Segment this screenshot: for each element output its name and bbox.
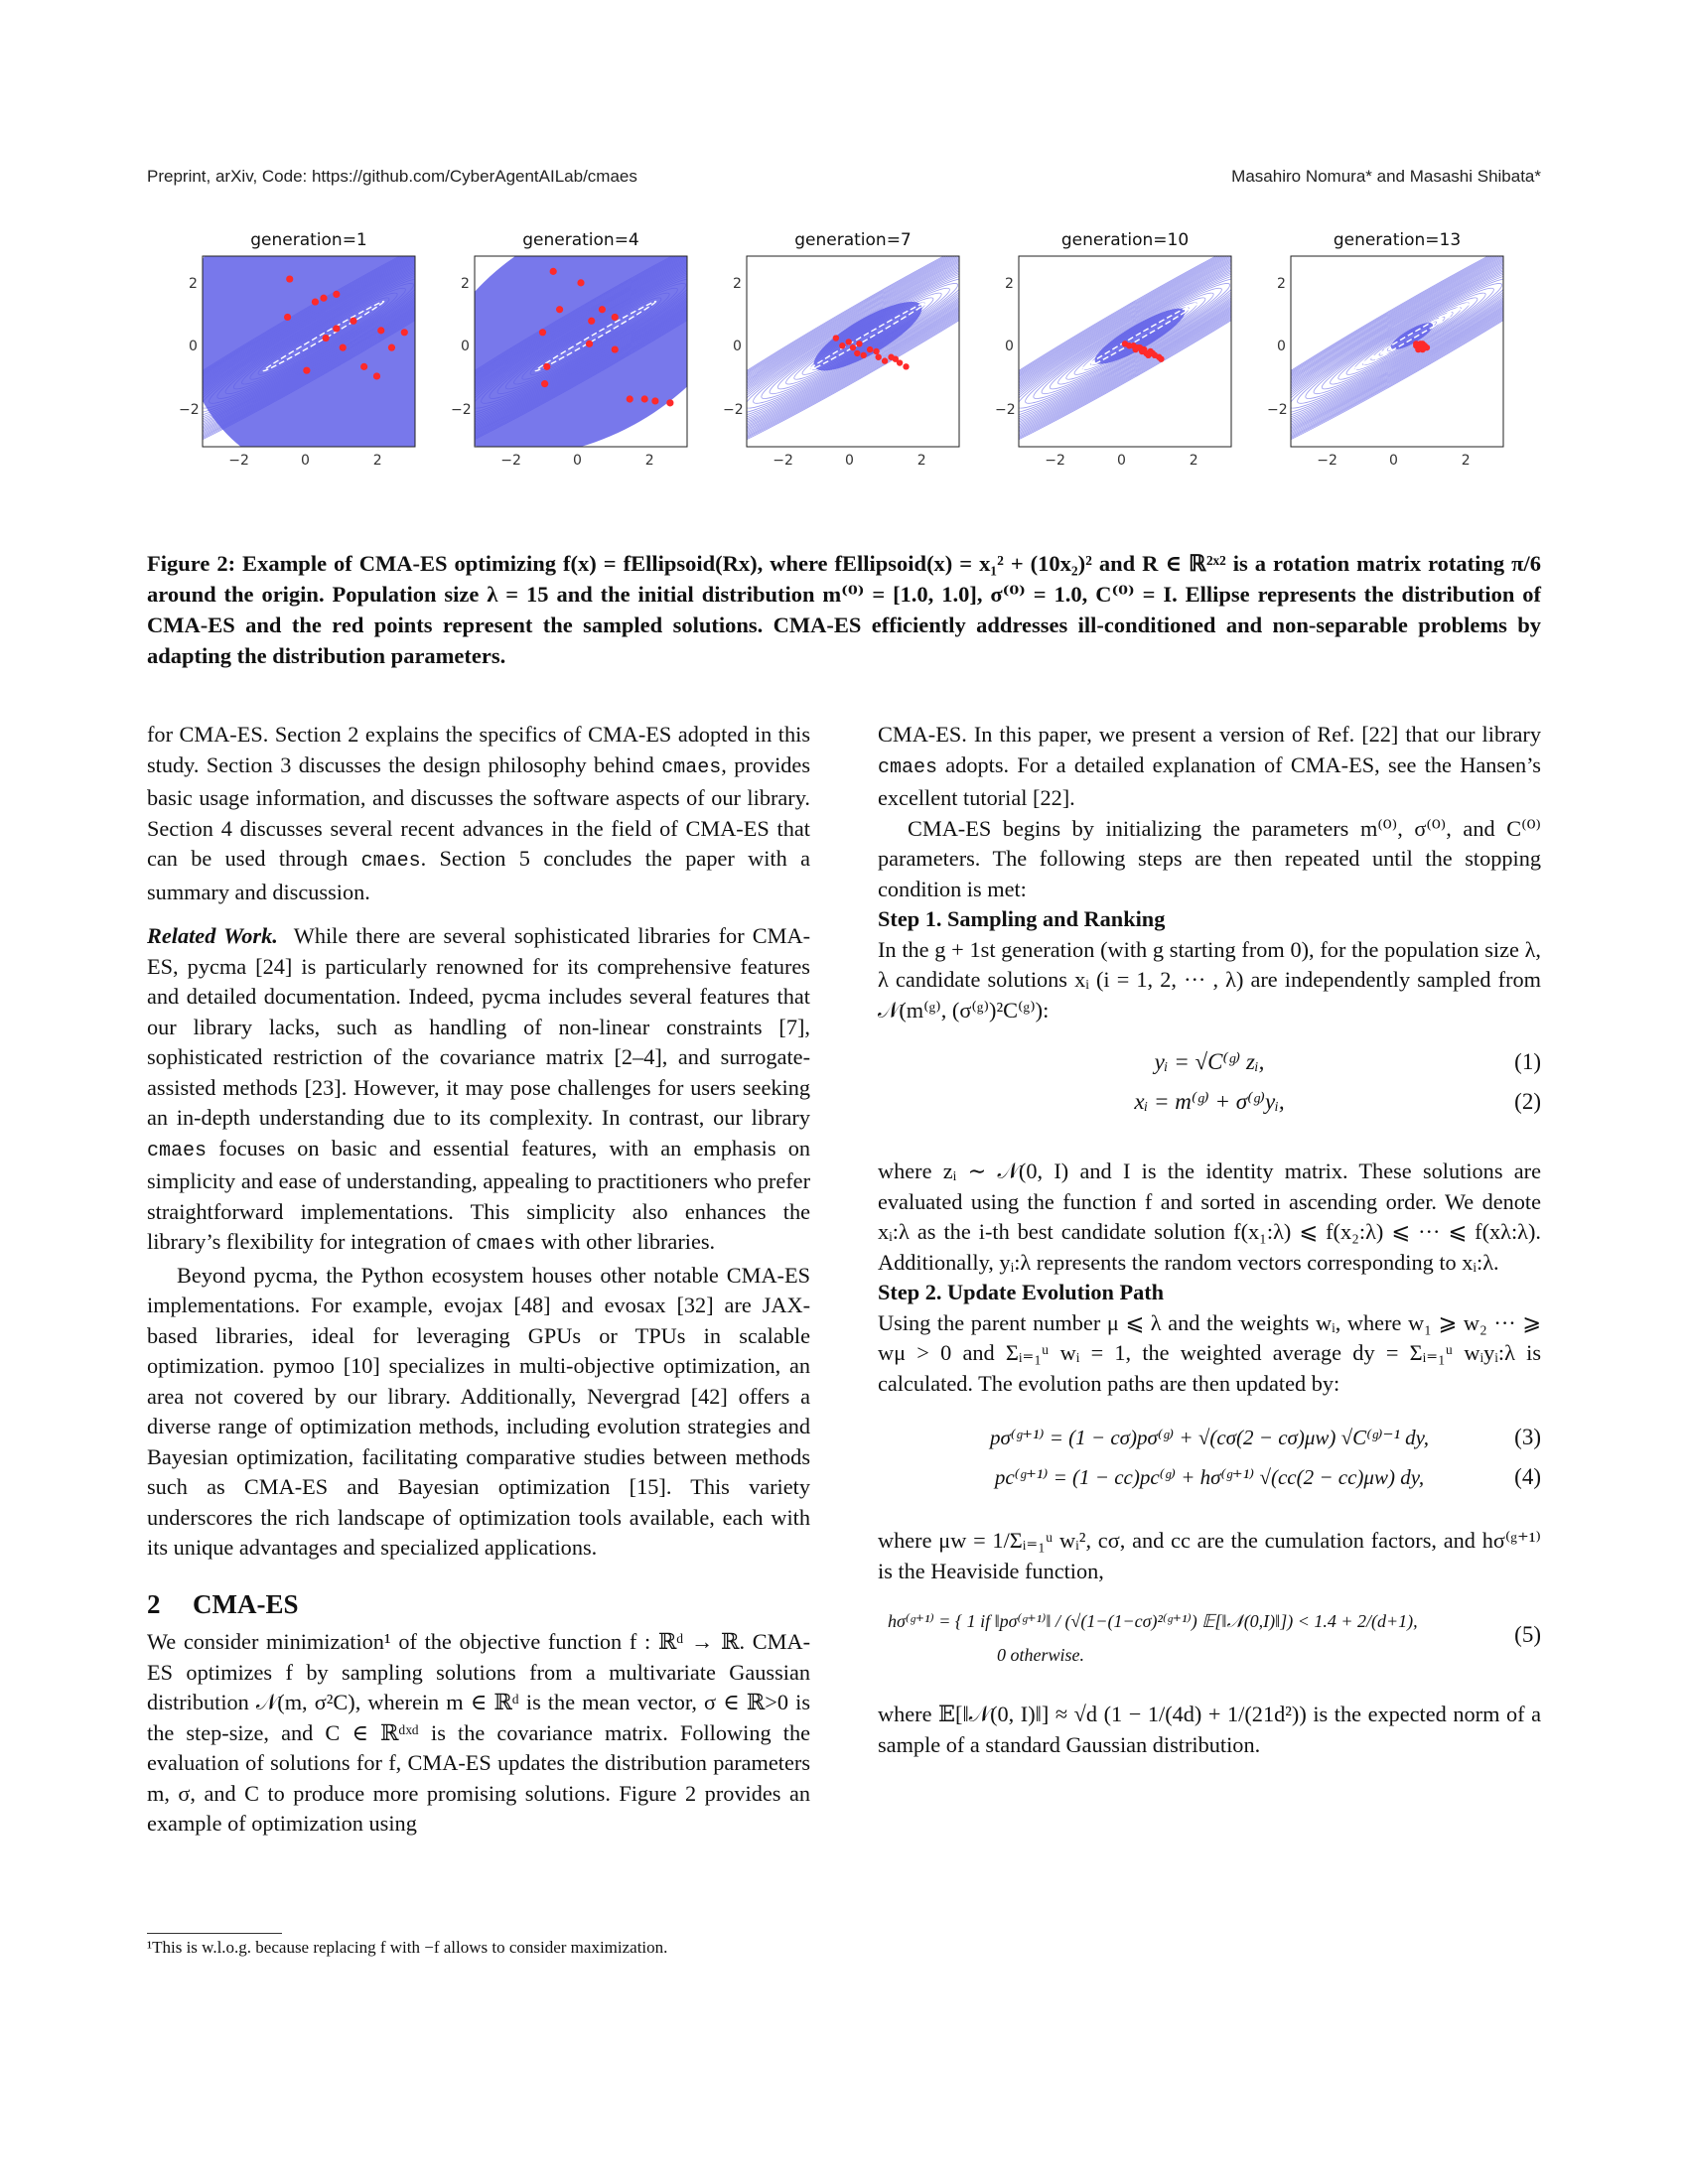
sample-point — [846, 339, 852, 344]
figure-panel — [1235, 230, 1509, 498]
figure-panel — [963, 230, 1237, 498]
sample-point — [875, 354, 881, 360]
x-tick-label: 2 — [916, 453, 926, 469]
figure-panel — [419, 230, 693, 498]
run-in-heading: Related Work. — [147, 923, 278, 948]
panel-title: generation=13 — [1333, 230, 1462, 250]
sample-point — [284, 314, 291, 321]
sample-point — [599, 306, 606, 313]
panel-title: generation=7 — [794, 230, 912, 250]
sample-point — [312, 298, 319, 305]
y-tick-label: 2 — [733, 275, 742, 292]
sample-point — [543, 363, 550, 370]
y-tick-label: 0 — [461, 339, 470, 355]
x-tick-label: −2 — [1317, 453, 1337, 469]
equation-body: 0 otherwise. — [997, 1645, 1084, 1665]
section-title: CMA-ES — [193, 1588, 299, 1619]
sample-point — [320, 295, 327, 302]
running-header-left: Preprint, arXiv, Code: https://github.com/CyberAgentAILab/cmaes — [147, 167, 637, 186]
paragraph: CMA-ES. In this paper, we present a version of Ref. [22] that our library cmaes adopts. For a detailed explanation of CMA-ES, see the Hansen’s excellent tutorial [22]. — [878, 722, 1541, 810]
sample-point — [861, 352, 867, 358]
x-tick-label: 2 — [644, 453, 654, 469]
y-tick-label: 2 — [461, 275, 470, 292]
equation-number: (3) — [1514, 1425, 1541, 1449]
sample-point — [666, 399, 673, 406]
sample-point — [556, 306, 563, 313]
y-tick-label: 0 — [189, 339, 198, 355]
y-tick-label: −2 — [1267, 401, 1288, 418]
sample-point — [1135, 344, 1141, 350]
sample-point — [856, 341, 862, 346]
x-tick-label: 0 — [1117, 453, 1126, 469]
x-tick-label: 0 — [301, 453, 310, 469]
sample-point — [833, 335, 839, 341]
x-tick-label: 2 — [372, 453, 382, 469]
footnote-rule — [147, 1933, 282, 1934]
equation — [878, 1640, 1541, 1674]
contour-plot — [747, 256, 959, 447]
sample-point — [612, 314, 619, 321]
paragraph-text: While there are several sophisticated libraries for CMA-ES, pycma [24] is particularly renowned for its comprehensive features and detailed documentation. Indeed, pycma includes several features that our library lacks, such as handling of non-linear constraints [7], sophisticated restriction of the covariance matrix [2–4], and surrogate-assisted methods [23]. However, it may pose challenges for users seeking an in-depth understanding due to its complexity. In contrast, our library cmaes focuses on basic and essential features, with an emphasis on simplicity and ease of understanding, appealing to practitioners who prefer straightforward implementations. This simplicity also enhances the library’s flexibility for integration of cmaes with other libraries. — [147, 923, 811, 1256]
sample-point — [333, 291, 340, 298]
sample-point — [854, 350, 860, 356]
sample-point — [588, 318, 595, 325]
y-tick-label: 2 — [1005, 275, 1014, 292]
sample-point — [903, 363, 909, 369]
sample-point — [377, 327, 384, 334]
equation-body: hσ⁽ᵍ⁺¹⁾ = { 1 if ‖pσ⁽ᵍ⁺¹⁾‖ / (√(1−(1−cσ)²⁽ᵍ⁺¹⁾) 𝔼[‖𝒩(0,I)‖]) < 1.4 + 2/(d+1), — [888, 1611, 1418, 1631]
x-tick-label: −2 — [773, 453, 793, 469]
related-work-paragraph — [147, 921, 810, 1261]
sample-point — [867, 346, 873, 352]
sample-point — [586, 341, 593, 347]
sample-point — [401, 329, 408, 336]
x-tick-label: 2 — [1461, 453, 1471, 469]
panel-title: generation=1 — [250, 230, 367, 250]
equation-body: yᵢ = √C⁽ᵍ⁾ zᵢ, — [1154, 1049, 1265, 1074]
sample-point — [1415, 346, 1421, 352]
sample-point — [350, 318, 356, 325]
panel-title: generation=4 — [522, 230, 639, 250]
sample-point — [539, 329, 546, 336]
equation — [878, 1606, 1541, 1647]
x-tick-label: 2 — [1189, 453, 1198, 469]
section-heading — [147, 1589, 810, 1620]
figure-2 — [147, 230, 1541, 498]
x-tick-label: −2 — [500, 453, 521, 469]
sample-point — [360, 363, 367, 370]
panel-title: generation=10 — [1060, 230, 1190, 250]
paragraph: Beyond pycma, the Python ecosystem houses other notable CMA-ES implementations. For example, evojax [48] and evosax [32] are JAX-based libraries, ideal for leveraging GPUs or TPUs in scalable optimization. pymoo [10] specializes in multi-objective optimization, an area not covered by our library. Additionally, Nevergrad [42] offers a diverse range of optimization methods, including evolution strategies and Bayesian optimization, facilitating comparative studies between methods such as CMA-ES and Bayesian optimization [15]. This variety underscores the rich landscape of optimization tools available, each with its unique advantages and specialized applications. — [147, 1262, 810, 1560]
paragraph: Using the parent number μ ⩽ λ and the weights wᵢ, where w₁ ⩾ w₂ ··· ⩾ wμ > 0 and Σᵢ₌₁ᵘ wᵢ = 1, the weighted average dy = Σᵢ₌₁ᵘ wᵢyᵢ:λ is calculated. The evolution paths are then updated by: — [878, 1309, 1541, 1396]
x-tick-label: −2 — [1045, 453, 1065, 469]
y-tick-label: 2 — [1277, 275, 1286, 292]
section-number: 2 — [147, 1588, 161, 1619]
sample-point — [1126, 342, 1132, 348]
figure-panel — [691, 230, 965, 498]
sample-point — [550, 268, 557, 275]
sample-point — [1419, 341, 1425, 346]
y-tick-label: −2 — [723, 401, 744, 418]
sample-point — [612, 345, 619, 352]
footnote: ¹This is w.l.o.g. because replacing f with −f allows to consider maximization. — [147, 1938, 668, 1957]
paragraph: for CMA-ES. Section 2 explains the specifics of CMA-ES adopted in this study. Section 3 discusses the design philosophy behind cmaes, provides basic usage information, and discusses the software aspects of our library. Section 4 discusses several recent advances in the field of CMA-ES that can be used through cmaes. Section 5 concludes the paper with a summary and discussion. — [147, 722, 811, 904]
y-tick-label: 0 — [1005, 339, 1014, 355]
running-header-right: Masahiro Nomura* and Masashi Shibata* — [1231, 167, 1541, 186]
x-tick-label: 0 — [573, 453, 582, 469]
x-tick-label: −2 — [228, 453, 249, 469]
x-tick-label: 0 — [845, 453, 854, 469]
x-tick-label: 0 — [1389, 453, 1398, 469]
figure-caption: Figure 2: Example of CMA-ES optimizing f(x) = fEllipsoid(Rx), where fEllipsoid(x) = x₁² + (10x₂)² and R ∈ ℝ²ˣ² is a rotation matrix rotating π/6 around the origin. Population size λ = 15 and the initial distribution m⁽⁰⁾ = [1.0, 1.0], σ⁽⁰⁾ = 1.0, C⁽⁰⁾ = I. Ellipse represents the distribution of CMA-ES and the red points represent the sampled solutions. CMA-ES efficiently addresses ill-conditioned and non-separable problems by adapting the distribution parameters. — [147, 551, 1541, 668]
paragraph: We consider minimization¹ of the objective function f : ℝᵈ → ℝ. CMA-ES optimizes f by sampling solutions from a multivariate Gaussian distribution 𝒩(m, σ²C), wherein m ∈ ℝᵈ is the mean vector, σ ∈ ℝ>0 is the step-size, and C ∈ ℝᵈˣᵈ is the covariance matrix. Following the evaluation of solutions for f, CMA-ES updates the distribution parameters m, σ, and C to produce more promising solutions. Figure 2 provides an example of optimization using — [147, 1629, 810, 1836]
paragraph: In the g + 1st generation (with g starting from 0), for the population size λ, λ candidate solutions xᵢ (i = 1, 2, ··· , λ) are independently sampled from 𝒩(m⁽ᵍ⁾, (σ⁽ᵍ⁾)²C⁽ᵍ⁾): — [878, 936, 1541, 1023]
sample-point — [850, 344, 856, 350]
y-tick-label: −2 — [179, 401, 200, 418]
y-tick-label: 2 — [189, 275, 198, 292]
sample-point — [303, 367, 310, 374]
equation-number: (1) — [1514, 1049, 1541, 1074]
equation — [878, 1087, 1541, 1127]
figure-panel — [147, 230, 421, 498]
paragraph: where 𝔼[‖𝒩(0, I)‖] ≈ √d (1 − 1/(4d) + 1/(21d²)) is the expected norm of a sample of a standard Gaussian distribution. — [878, 1702, 1541, 1757]
sample-point — [340, 344, 347, 351]
paragraph: CMA-ES begins by initializing the parameters m⁽⁰⁾, σ⁽⁰⁾, and C⁽⁰⁾ parameters. The following steps are then repeated until the stopping condition is met: — [878, 815, 1541, 901]
sample-point — [388, 344, 395, 351]
sample-point — [893, 355, 899, 361]
sample-point — [882, 357, 888, 363]
sample-point — [333, 325, 340, 332]
sample-point — [1158, 355, 1164, 361]
equation-body: xᵢ = m⁽ᵍ⁾ + σ⁽ᵍ⁾yᵢ, — [1134, 1089, 1285, 1114]
sample-point — [873, 348, 879, 354]
contour-plot — [1019, 256, 1231, 447]
sample-point — [651, 397, 658, 404]
sample-point — [541, 380, 548, 387]
equation-body: pc⁽ᵍ⁺¹⁾ = (1 − cc)pc⁽ᵍ⁾ + hσ⁽ᵍ⁺¹⁾ √(cc(2 − cc)μw) dy, — [994, 1465, 1425, 1489]
right-column — [878, 720, 1541, 1760]
equation — [878, 1047, 1541, 1087]
contour-plot — [1291, 256, 1503, 447]
code-inline: cmaes — [147, 1139, 208, 1162]
y-tick-label: −2 — [451, 401, 472, 418]
equation-body: pσ⁽ᵍ⁺¹⁾ = (1 − cσ)pσ⁽ᵍ⁾ + √(cσ(2 − cσ)μw) √C⁽ᵍ⁾⁻¹ dy, — [989, 1426, 1430, 1449]
y-tick-label: 0 — [733, 339, 742, 355]
contour-plot — [475, 256, 687, 447]
code-inline: cmaes — [476, 1233, 536, 1256]
sample-point — [627, 395, 633, 402]
step-heading: Step 1. Sampling and Ranking — [878, 906, 1166, 931]
equation-number: (5) — [1514, 1622, 1541, 1647]
code-inline: cmaes — [878, 755, 938, 779]
equation-number: (2) — [1514, 1089, 1541, 1114]
sample-point — [323, 335, 330, 341]
sample-point — [373, 372, 380, 379]
equation — [878, 1423, 1541, 1462]
paragraph: where zᵢ ∼ 𝒩(0, I) and I is the identity matrix. These solutions are evaluated using the function f and sorted in ascending order. We denote xᵢ:λ as the i-th best candidate solution f(x₁:λ) ⩽ f(x₂:λ) ⩽ ··· ⩽ f(xλ:λ). Additionally, yᵢ:λ represents the random vectors corresponding to xᵢ:λ. — [878, 1159, 1541, 1275]
code-inline: cmaes — [360, 850, 421, 873]
sample-point — [577, 279, 584, 286]
code-inline: cmaes — [661, 755, 722, 779]
sample-point — [1150, 350, 1156, 356]
sample-point — [839, 342, 845, 348]
paragraph: where μw = 1/Σᵢ₌₁ᵘ wᵢ², cσ, and cc are the cumulation factors, and hσ⁽ᵍ⁺¹⁾ is the Heaviside function, — [878, 1528, 1541, 1583]
y-tick-label: 0 — [1277, 339, 1286, 355]
contour-plot — [203, 256, 415, 447]
sample-point — [641, 395, 648, 402]
equation — [878, 1462, 1541, 1502]
step-heading: Step 2. Update Evolution Path — [878, 1280, 1165, 1304]
left-column — [147, 720, 810, 1840]
y-tick-label: −2 — [995, 401, 1016, 418]
sample-point — [286, 275, 293, 282]
equation-number: (4) — [1514, 1464, 1541, 1489]
